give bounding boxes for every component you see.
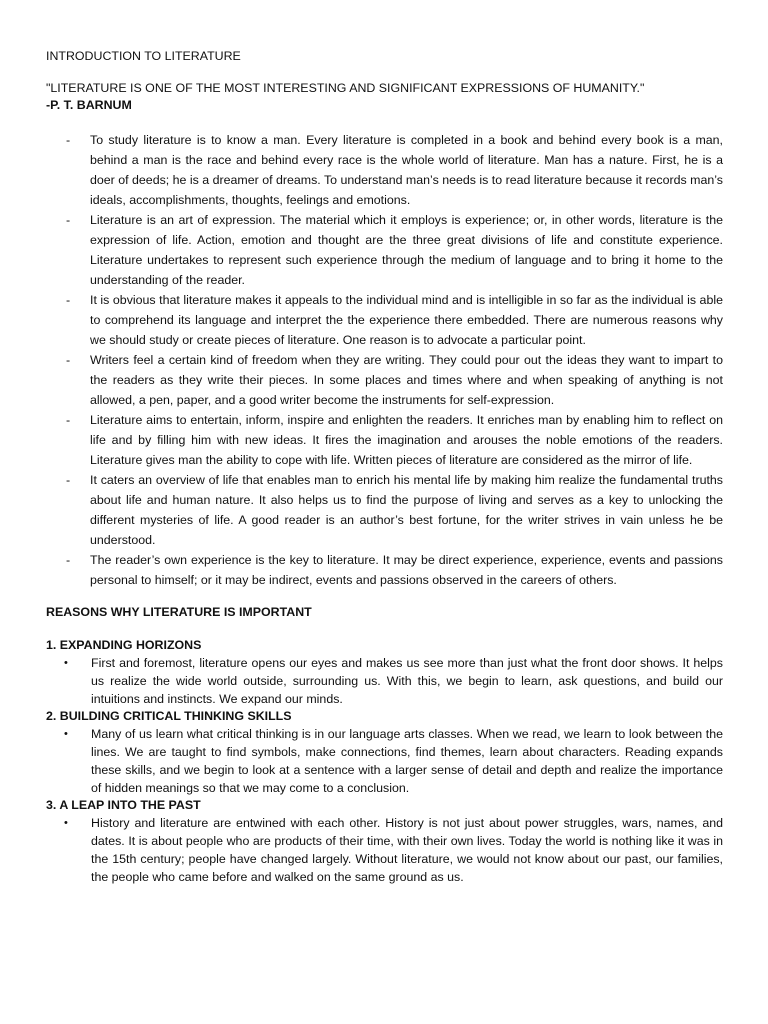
reason-heading: 2. BUILDING CRITICAL THINKING SKILLS [46, 709, 292, 723]
bullet-marker: • [64, 728, 68, 740]
intro-list-item [46, 290, 723, 350]
intro-list [46, 130, 723, 590]
intro-paragraph: To study literature is to know a man. Every literature is completed in a book and behind every book is a man, behind a man is the race and behind every race is the whole world of literature. Man has a nature. First, he is a doer of deeds; he is a dreamer of dreams. To understand man’s needs is to read literature because it records man’s ideals, accomplishments, thoughts, feelings and emotions. [90, 133, 723, 207]
intro-paragraph: Writers feel a certain kind of freedom when they are writing. They could pour out the ideas they want to impart to the readers as they write their pieces. In some places and times where and when speaking of anything is not allowed, a pen, paper, and a good writer become the instruments for self-expression. [90, 353, 723, 407]
reason-bullet-item [46, 654, 723, 708]
reasons-list [46, 637, 723, 886]
intro-list-item [46, 550, 723, 590]
bullet-marker: • [64, 817, 68, 829]
reason-text: History and literature are entwined with each other. History is not just about power struggles, wars, names, and dates. It is about people who are products of their time, with their own lives. Today the world is nothing like it was in the 15th century; people have changed largely. Without literature, we would not know about our past, our families, the people who came before and walked on the same ground as us. [91, 816, 723, 884]
document-title: INTRODUCTION TO LITERATURE [46, 49, 241, 63]
intro-paragraph: Literature is an art of expression. The material which it employs is experience; or, in other words, literature is the expression of life. Action, emotion and thought are the three great divisions of life and constitute experience. Literature undertakes to represent such experience through the medium of language and to bring it home to the understanding of the reader. [90, 213, 723, 287]
dash-marker: - [66, 553, 71, 567]
intro-list-item [46, 470, 723, 550]
dash-marker: - [66, 473, 71, 487]
dash-marker: - [66, 293, 71, 307]
epigraph-author: -P. T. BARNUM [46, 98, 132, 112]
reason-heading: 3. A LEAP INTO THE PAST [46, 798, 201, 812]
dash-marker: - [66, 353, 71, 367]
dash-marker: - [66, 413, 71, 427]
reasons-section-heading: REASONS WHY LITERATURE IS IMPORTANT [46, 605, 312, 619]
dash-marker: - [66, 213, 71, 227]
reason-heading: 1. EXPANDING HORIZONS [46, 638, 202, 652]
reason-text: First and foremost, literature opens our eyes and makes us see more than just what the front door shows. It helps us realize the wide world outside, surrounding us. With this, we begin to learn, ask questions, and build our intuitions and instincts. We expand our minds. [91, 656, 723, 706]
intro-list-item [46, 410, 723, 470]
epigraph [46, 80, 736, 114]
reason-text: Many of us learn what critical thinking is in our language arts classes. When we read, we learn to look between the lines. We are taught to find symbols, make connections, find themes, learn about characters. Reading expands these skills, and we begin to look at a sentence with a larger sense of detail and depth and realize the importance of hidden meanings so that we may come to a conclusion. [91, 727, 723, 795]
intro-list-item [46, 210, 723, 290]
reason-bullet-item [46, 814, 723, 886]
intro-list-item [46, 350, 723, 410]
intro-paragraph: Literature aims to entertain, inform, inspire and enlighten the readers. It enriches man by enabling him to reflect on life and by filling him with new ideas. It fires the imagination and arouses the noble emotions of the readers. Literature gives man the ability to cope with life. Written pieces of literature are considered as the mirror of life. [90, 413, 723, 467]
intro-paragraph: The reader’s own experience is the key to literature. It may be direct experience, experience, events and passions personal to himself; or it may be indirect, events and passions observed in the careers of others. [90, 553, 723, 587]
intro-list-item [46, 130, 723, 210]
dash-marker: - [66, 133, 71, 147]
bullet-marker: • [64, 657, 68, 669]
intro-paragraph: It caters an overview of life that enables man to enrich his mental life by making him realize the fundamental truths about life and human nature. It also helps us to find the purpose of living and serves as a key to unlocking the different mysteries of life. A good reader is an author’s best fortune, for the writer strives in vain unless he be understood. [90, 473, 723, 547]
reason-bullet-item [46, 725, 723, 797]
intro-paragraph: It is obvious that literature makes it appeals to the individual mind and is intelligible in so far as the individual is able to comprehend its language and interpret the the experience there embedded. There are numerous reasons why we should study or create pieces of literature. One reason is to advocate a particular point. [90, 293, 723, 347]
epigraph-quote: "LITERATURE IS ONE OF THE MOST INTERESTING AND SIGNIFICANT EXPRESSIONS OF HUMANITY." [46, 81, 645, 95]
